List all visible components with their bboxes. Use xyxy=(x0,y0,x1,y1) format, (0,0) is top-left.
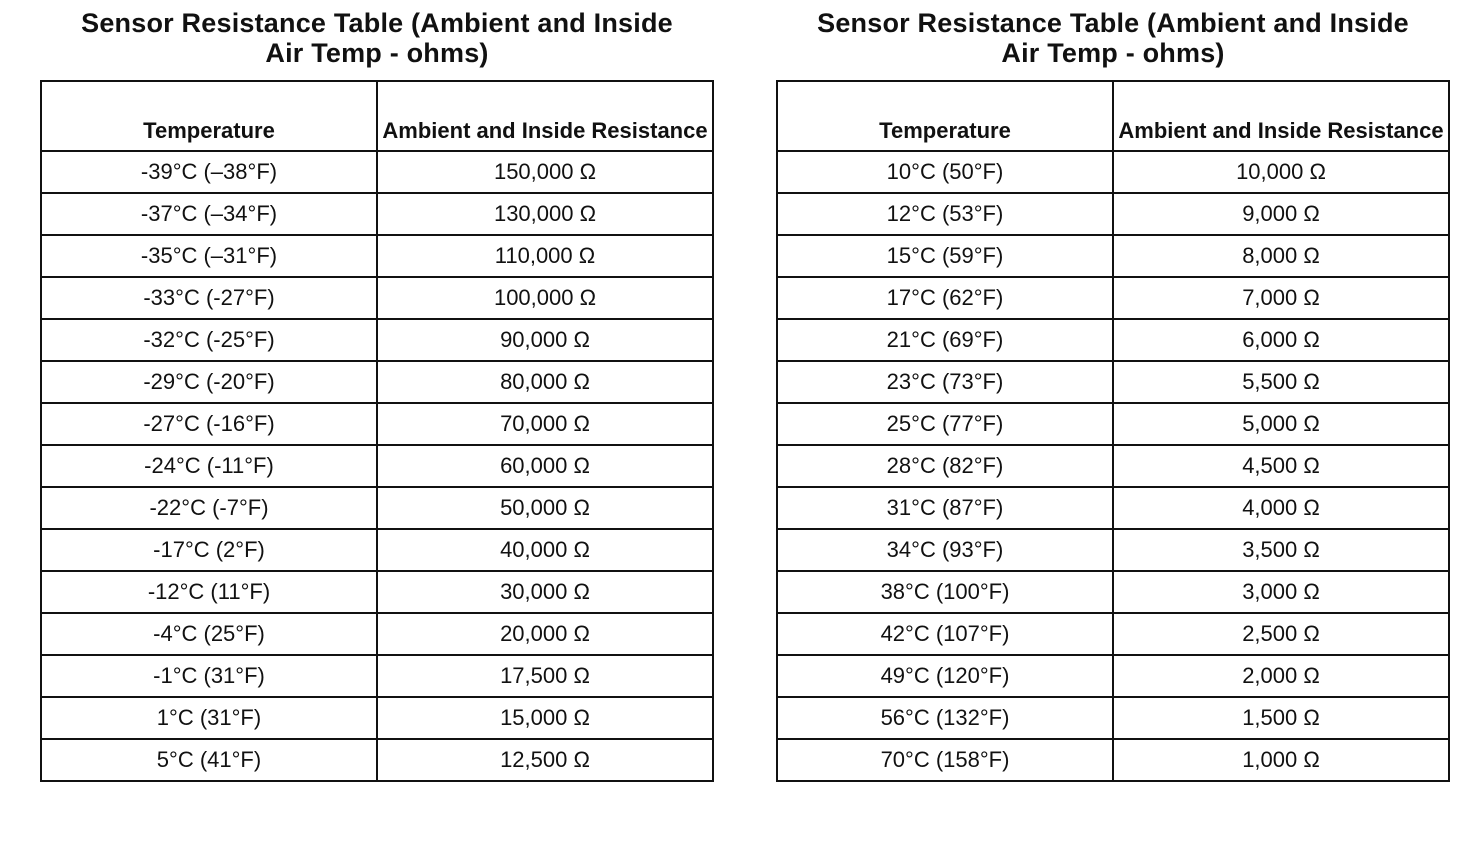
temperature-cell: -39°C (–38°F) xyxy=(41,151,377,193)
table-row xyxy=(777,613,1449,655)
table-row xyxy=(41,613,713,655)
resistance-cell: 4,500 Ω xyxy=(1113,445,1449,487)
temperature-cell: 12°C (53°F) xyxy=(777,193,1113,235)
temperature-cell: -29°C (-20°F) xyxy=(41,361,377,403)
table-row xyxy=(777,193,1449,235)
table-header-row xyxy=(41,81,713,151)
sensor-table-right-panel xyxy=(776,8,1450,782)
resistance-header: Ambient and Inside Resistance xyxy=(1113,81,1449,151)
table-row xyxy=(41,277,713,319)
resistance-cell: 6,000 Ω xyxy=(1113,319,1449,361)
table-row xyxy=(777,529,1449,571)
temperature-cell: -1°C (31°F) xyxy=(41,655,377,697)
temperature-cell: -24°C (-11°F) xyxy=(41,445,377,487)
table-row xyxy=(41,319,713,361)
resistance-cell: 20,000 Ω xyxy=(377,613,713,655)
table-row xyxy=(41,361,713,403)
resistance-cell: 8,000 Ω xyxy=(1113,235,1449,277)
temperature-cell: -4°C (25°F) xyxy=(41,613,377,655)
table-header-row xyxy=(777,81,1449,151)
resistance-cell: 40,000 Ω xyxy=(377,529,713,571)
table-row xyxy=(41,235,713,277)
temperature-header: Temperature xyxy=(41,81,377,151)
table-row xyxy=(777,739,1449,781)
table-row xyxy=(777,445,1449,487)
table-title: Sensor Resistance Table (Ambient and Inside Air Temp - ohms) xyxy=(817,8,1409,68)
table-row xyxy=(41,445,713,487)
temperature-cell: 70°C (158°F) xyxy=(777,739,1113,781)
resistance-cell: 15,000 Ω xyxy=(377,697,713,739)
temperature-cell: 23°C (73°F) xyxy=(777,361,1113,403)
resistance-cell: 5,500 Ω xyxy=(1113,361,1449,403)
resistance-header: Ambient and Inside Resistance xyxy=(377,81,713,151)
temperature-header: Temperature xyxy=(777,81,1113,151)
resistance-cell: 2,000 Ω xyxy=(1113,655,1449,697)
table-row xyxy=(41,193,713,235)
table-row xyxy=(41,655,713,697)
resistance-cell: 10,000 Ω xyxy=(1113,151,1449,193)
table-title: Sensor Resistance Table (Ambient and Inside Air Temp - ohms) xyxy=(81,8,673,68)
temperature-cell: 17°C (62°F) xyxy=(777,277,1113,319)
resistance-cell: 150,000 Ω xyxy=(377,151,713,193)
table-row xyxy=(777,319,1449,361)
resistance-cell: 5,000 Ω xyxy=(1113,403,1449,445)
table-row xyxy=(777,235,1449,277)
table-row xyxy=(777,403,1449,445)
resistance-cell: 100,000 Ω xyxy=(377,277,713,319)
temperature-cell: 49°C (120°F) xyxy=(777,655,1113,697)
temperature-cell: 42°C (107°F) xyxy=(777,613,1113,655)
resistance-cell: 3,500 Ω xyxy=(1113,529,1449,571)
table-row xyxy=(41,697,713,739)
resistance-cell: 110,000 Ω xyxy=(377,235,713,277)
resistance-cell: 7,000 Ω xyxy=(1113,277,1449,319)
resistance-cell: 80,000 Ω xyxy=(377,361,713,403)
temperature-cell: -17°C (2°F) xyxy=(41,529,377,571)
table-row xyxy=(41,739,713,781)
table-row xyxy=(777,151,1449,193)
resistance-cell: 3,000 Ω xyxy=(1113,571,1449,613)
temperature-cell: 34°C (93°F) xyxy=(777,529,1113,571)
sensor-resistance-table-right xyxy=(776,80,1450,782)
table-row xyxy=(41,487,713,529)
resistance-cell: 130,000 Ω xyxy=(377,193,713,235)
temperature-cell: 1°C (31°F) xyxy=(41,697,377,739)
resistance-cell: 1,500 Ω xyxy=(1113,697,1449,739)
resistance-cell: 17,500 Ω xyxy=(377,655,713,697)
temperature-cell: 56°C (132°F) xyxy=(777,697,1113,739)
sensor-table-left-panel xyxy=(40,8,714,782)
table-row xyxy=(777,277,1449,319)
resistance-cell: 30,000 Ω xyxy=(377,571,713,613)
table-row xyxy=(41,571,713,613)
temperature-cell: 21°C (69°F) xyxy=(777,319,1113,361)
table-row xyxy=(777,655,1449,697)
temperature-cell: -37°C (–34°F) xyxy=(41,193,377,235)
table-row xyxy=(777,571,1449,613)
temperature-cell: 5°C (41°F) xyxy=(41,739,377,781)
table-row xyxy=(777,697,1449,739)
table-row xyxy=(41,151,713,193)
table-row xyxy=(777,361,1449,403)
resistance-cell: 70,000 Ω xyxy=(377,403,713,445)
sensor-resistance-table-left xyxy=(40,80,714,782)
table-row xyxy=(777,487,1449,529)
temperature-cell: 15°C (59°F) xyxy=(777,235,1113,277)
resistance-cell: 50,000 Ω xyxy=(377,487,713,529)
resistance-cell: 9,000 Ω xyxy=(1113,193,1449,235)
table-row xyxy=(41,529,713,571)
temperature-cell: -35°C (–31°F) xyxy=(41,235,377,277)
resistance-cell: 60,000 Ω xyxy=(377,445,713,487)
resistance-cell: 2,500 Ω xyxy=(1113,613,1449,655)
temperature-cell: -22°C (-7°F) xyxy=(41,487,377,529)
resistance-cell: 12,500 Ω xyxy=(377,739,713,781)
temperature-cell: -12°C (11°F) xyxy=(41,571,377,613)
resistance-cell: 90,000 Ω xyxy=(377,319,713,361)
temperature-cell: 28°C (82°F) xyxy=(777,445,1113,487)
temperature-cell: -33°C (-27°F) xyxy=(41,277,377,319)
resistance-cell: 4,000 Ω xyxy=(1113,487,1449,529)
temperature-cell: 10°C (50°F) xyxy=(777,151,1113,193)
table-row xyxy=(41,403,713,445)
temperature-cell: 31°C (87°F) xyxy=(777,487,1113,529)
temperature-cell: 25°C (77°F) xyxy=(777,403,1113,445)
temperature-cell: 38°C (100°F) xyxy=(777,571,1113,613)
temperature-cell: -32°C (-25°F) xyxy=(41,319,377,361)
resistance-cell: 1,000 Ω xyxy=(1113,739,1449,781)
temperature-cell: -27°C (-16°F) xyxy=(41,403,377,445)
